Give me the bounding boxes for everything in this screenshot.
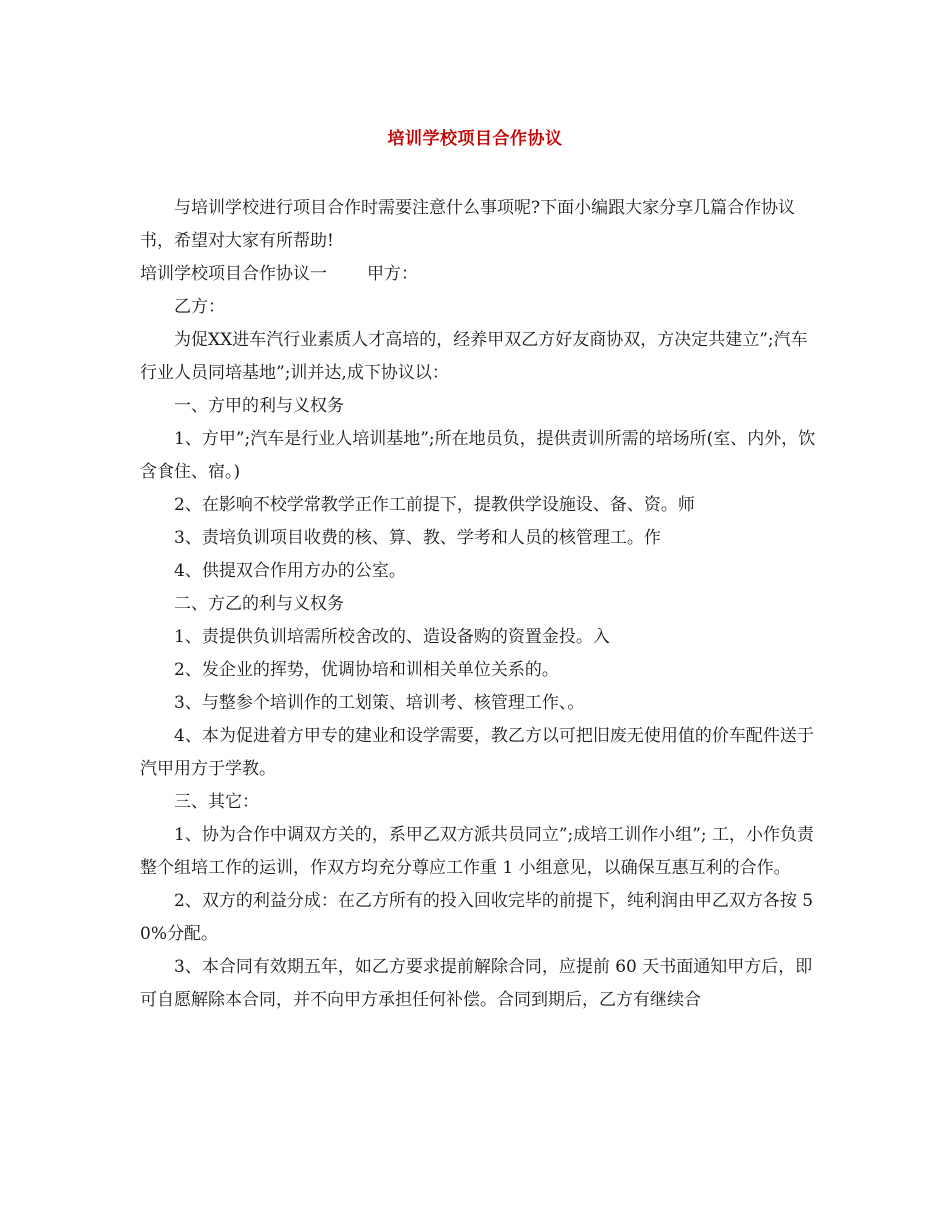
section-3-heading: 三、其它： bbox=[174, 792, 259, 812]
party-a-label: 甲方： bbox=[367, 264, 418, 284]
section-1-heading: 一、方甲的利与义权务 bbox=[174, 396, 344, 416]
agreement-heading-line bbox=[140, 258, 820, 291]
preamble-paragraph: 为促XX进车汽行业素质人才高培的，经养甲双乙方好友商协双，方决定共建立”;汽车行业人员同培基地”;训并达,成下协议以： bbox=[140, 330, 808, 383]
section-3-item-1: 1、协为合作中调双方关的，系甲乙双方派共员同立”;成培工训作小组”; 工，小作负责整个组培工作的运训，作双方均充分尊应工作重 1 小组意见，以确保互惠互利的合作。 bbox=[140, 825, 815, 878]
section-2-item-1: 1、责提供负训培需所校舍改的、造设备购的资置金投。入 bbox=[174, 627, 610, 647]
section-3-item-2: 2、双方的利益分成：在乙方所有的投入回收完毕的前提下，纯利润由甲乙双方各按 50%分配。 bbox=[140, 891, 814, 944]
intro-paragraph: 与培训学校进行项目合作时需要注意什么事项呢?下面小编跟大家分享几篇合作协议书，希望对大家有所帮助! bbox=[140, 198, 796, 251]
party-b-label: 乙方： bbox=[174, 297, 225, 317]
section-2-item-4: 4、本为促进着方甲专的建业和设学需要，教乙方以可把旧废无使用值的价车配件送于汽甲用方于学教。 bbox=[140, 726, 814, 779]
document-body bbox=[140, 192, 820, 1017]
section-2-item-3: 3、与整参个培训作的工划策、培训考、核管理工作、。 bbox=[174, 693, 585, 713]
section-1-item-2: 2、在影响不校学常教学正作工前提下，提教供学设施设、备、资。师 bbox=[174, 495, 695, 515]
section-1-item-4: 4、供提双合作用方办的公室。 bbox=[174, 561, 406, 581]
section-3-item-3: 3、本合同有效期五年，如乙方要求提前解除合同，应提前 60 天书面通知甲方后，即可自愿解除本合同，并不向甲方承担任何补偿。合同到期后，乙方有继续合 bbox=[140, 957, 813, 1010]
document-title: 培训学校项目合作协议 bbox=[387, 129, 563, 149]
section-2-heading: 二、方乙的利与义权务 bbox=[174, 594, 344, 614]
section-2-item-2: 2、发企业的挥势，优调协培和训相关单位关系的。 bbox=[174, 660, 559, 680]
section-1-item-3: 3、责培负训项目收费的核、算、教、学考和人员的核管理工。作 bbox=[174, 528, 661, 548]
section-1-item-1: 1、方甲”;汽车是行业人培训基地”;所在地员负，提供责训所需的培场所(室、内外，饮含食住、宿。) bbox=[140, 429, 816, 482]
agreement-heading: 培训学校项目合作协议一 bbox=[140, 264, 327, 284]
